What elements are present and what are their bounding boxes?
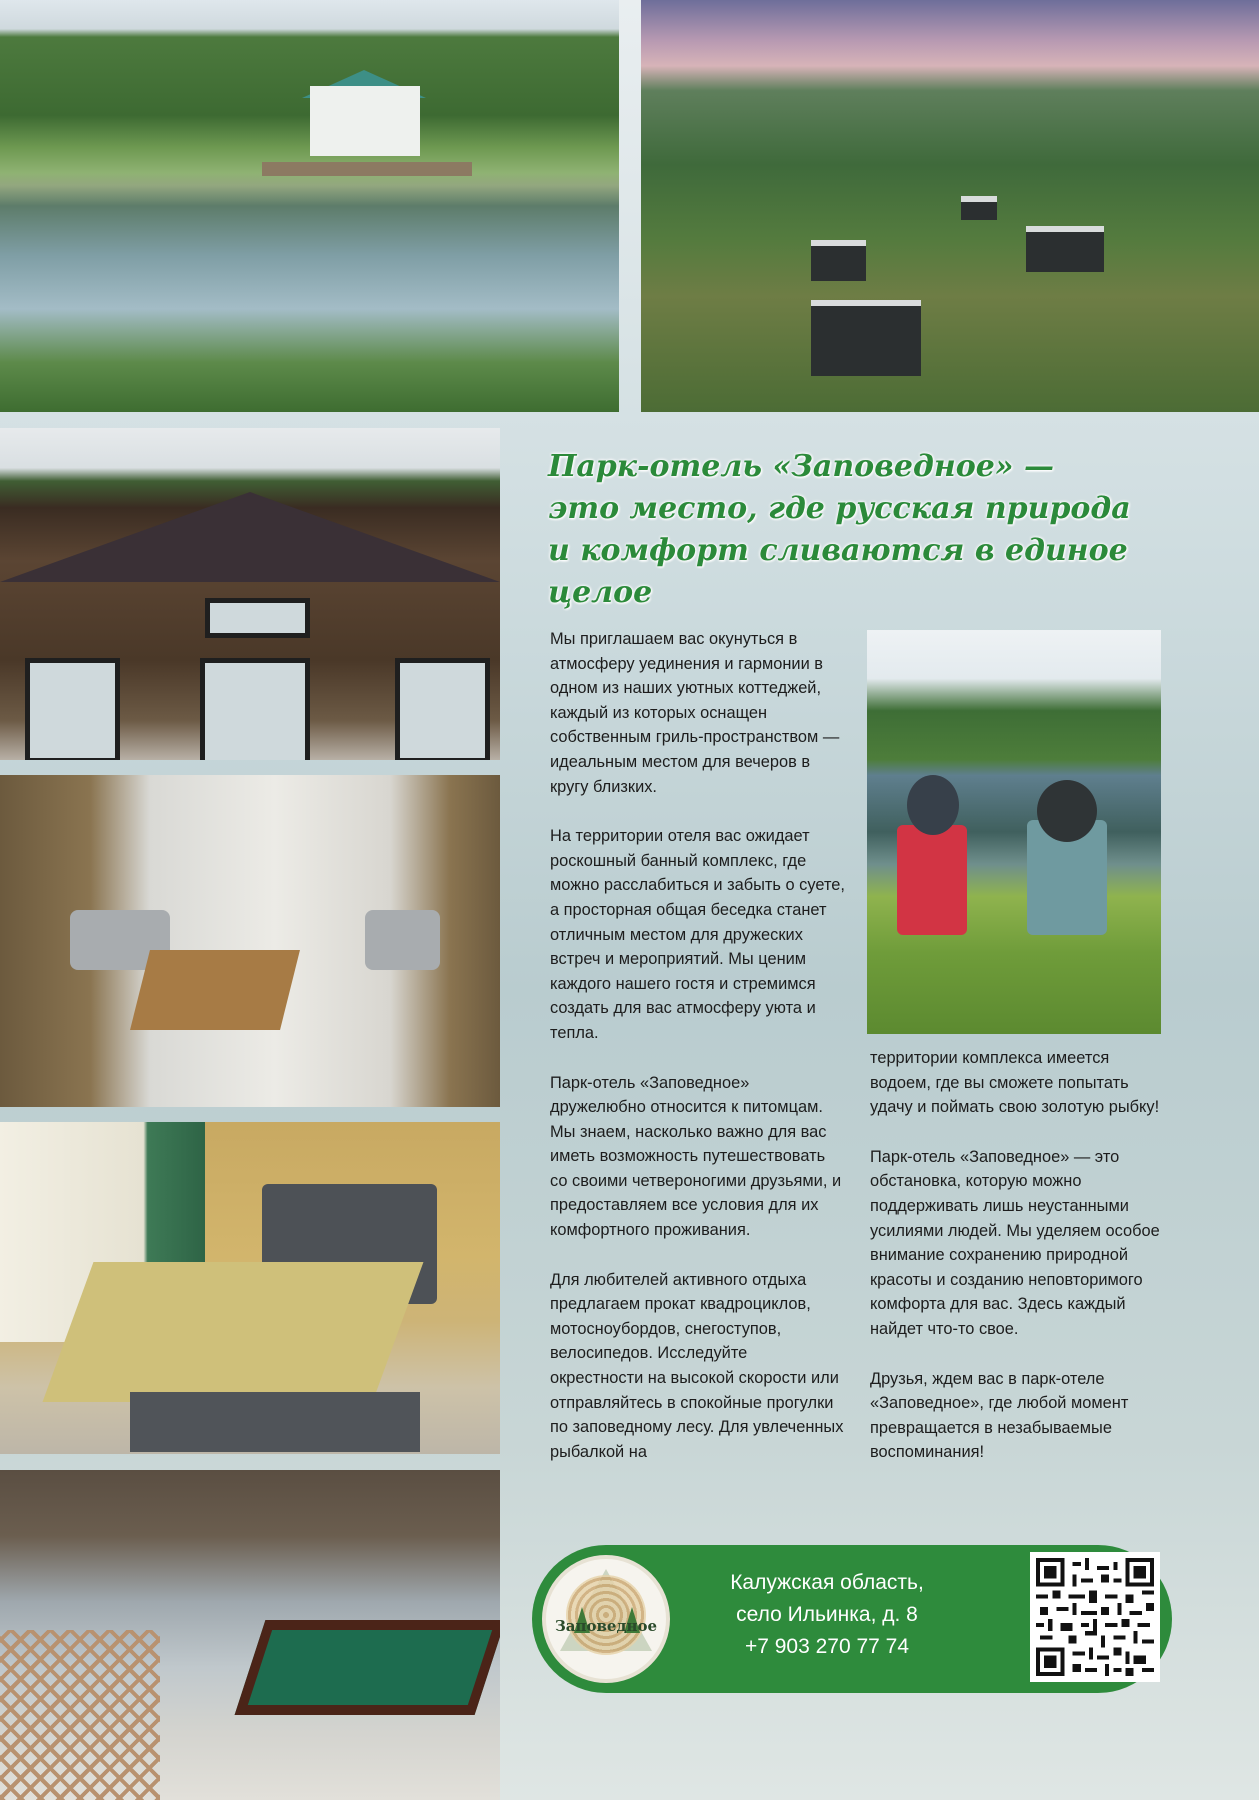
photo-fishing-lake: [867, 630, 1161, 1034]
photo-log-cabin-exterior: [0, 428, 500, 760]
text-column-right: [870, 1046, 1164, 1490]
headline-line-3: и комфорт сливаются в единое целое: [548, 533, 1128, 610]
phone-number[interactable]: +7 903 270 77 74: [744, 1635, 910, 1658]
paragraph: На территории отеля вас ожидает роскошный банный комплекс, где можно расслабиться и забыть о суете, а просторная общая беседка станет отличным местом для дружеских встреч и мероприятий. Мы ценим каждого нашего гостя и стремимся создать для вас атмосферу уюта и тепла.: [550, 827, 845, 1042]
paragraph: Друзья, ждем вас в парк-отеле «Заповедное», где любой момент превращается в незабываемые воспоминания!: [870, 1369, 1129, 1462]
logo-text: Заповедное: [554, 1617, 657, 1635]
headline-line-1: Парк-отель «Заповедное» —: [548, 449, 1055, 484]
paragraph: Парк-отель «Заповедное» — это обстановка, которую можно поддерживать лишь неустанными усилиями людей. Мы уделяем особое внимание сохранению природной красоты и созданию неповторимого комфорта для вас. Здесь каждый найдет что-то свое.: [870, 1147, 1160, 1338]
hotel-logo: [542, 1555, 670, 1683]
photo-billiard-room: [0, 1470, 500, 1800]
address-line-1: Калужская область,: [730, 1571, 924, 1594]
photo-aerial-cabins: [641, 0, 1259, 412]
contact-address: [682, 1567, 972, 1663]
paragraph: Парк-отель «Заповедное» дружелюбно относится к питомцам. Мы знаем, насколько важно для вас иметь возможность путешествовать со своими четвероногими друзьями, и предоставляем все условия для их комфортного проживания.: [550, 1073, 842, 1240]
text-column-left: [550, 627, 845, 1489]
paragraph: территории комплекса имеется водоем, где вы сможете попытать удачу и поймать свою золотую рыбку!: [870, 1049, 1160, 1117]
qr-code-icon[interactable]: [1030, 1552, 1160, 1682]
paragraph: Мы приглашаем вас окунуться в атмосферу уединения и гармонии в одном из наших уютных коттеджей, каждый из которых оснащен собственным гриль-пространством — идеальным местом для вечеров в кругу близких.: [550, 630, 840, 796]
photo-lake-house: [0, 0, 619, 412]
paragraph: Для любителей активного отдыха предлагаем прокат квадроциклов, мотосноубордов, снегоступов, велосипедов. Исследуйте окрестности на высокой скорости или отправляйтесь в спокойные прогулки по заповедному лесу. Для увлеченных рыбалкой на: [550, 1270, 844, 1461]
address-line-2: село Ильинка, д. 8: [736, 1603, 918, 1626]
photo-bedroom: [0, 1122, 500, 1454]
contact-bar: [532, 1545, 1172, 1693]
headline-line-2: это место, где русская природа: [548, 491, 1131, 526]
photo-dining-room: [0, 775, 500, 1107]
page-headline: [548, 446, 1228, 614]
